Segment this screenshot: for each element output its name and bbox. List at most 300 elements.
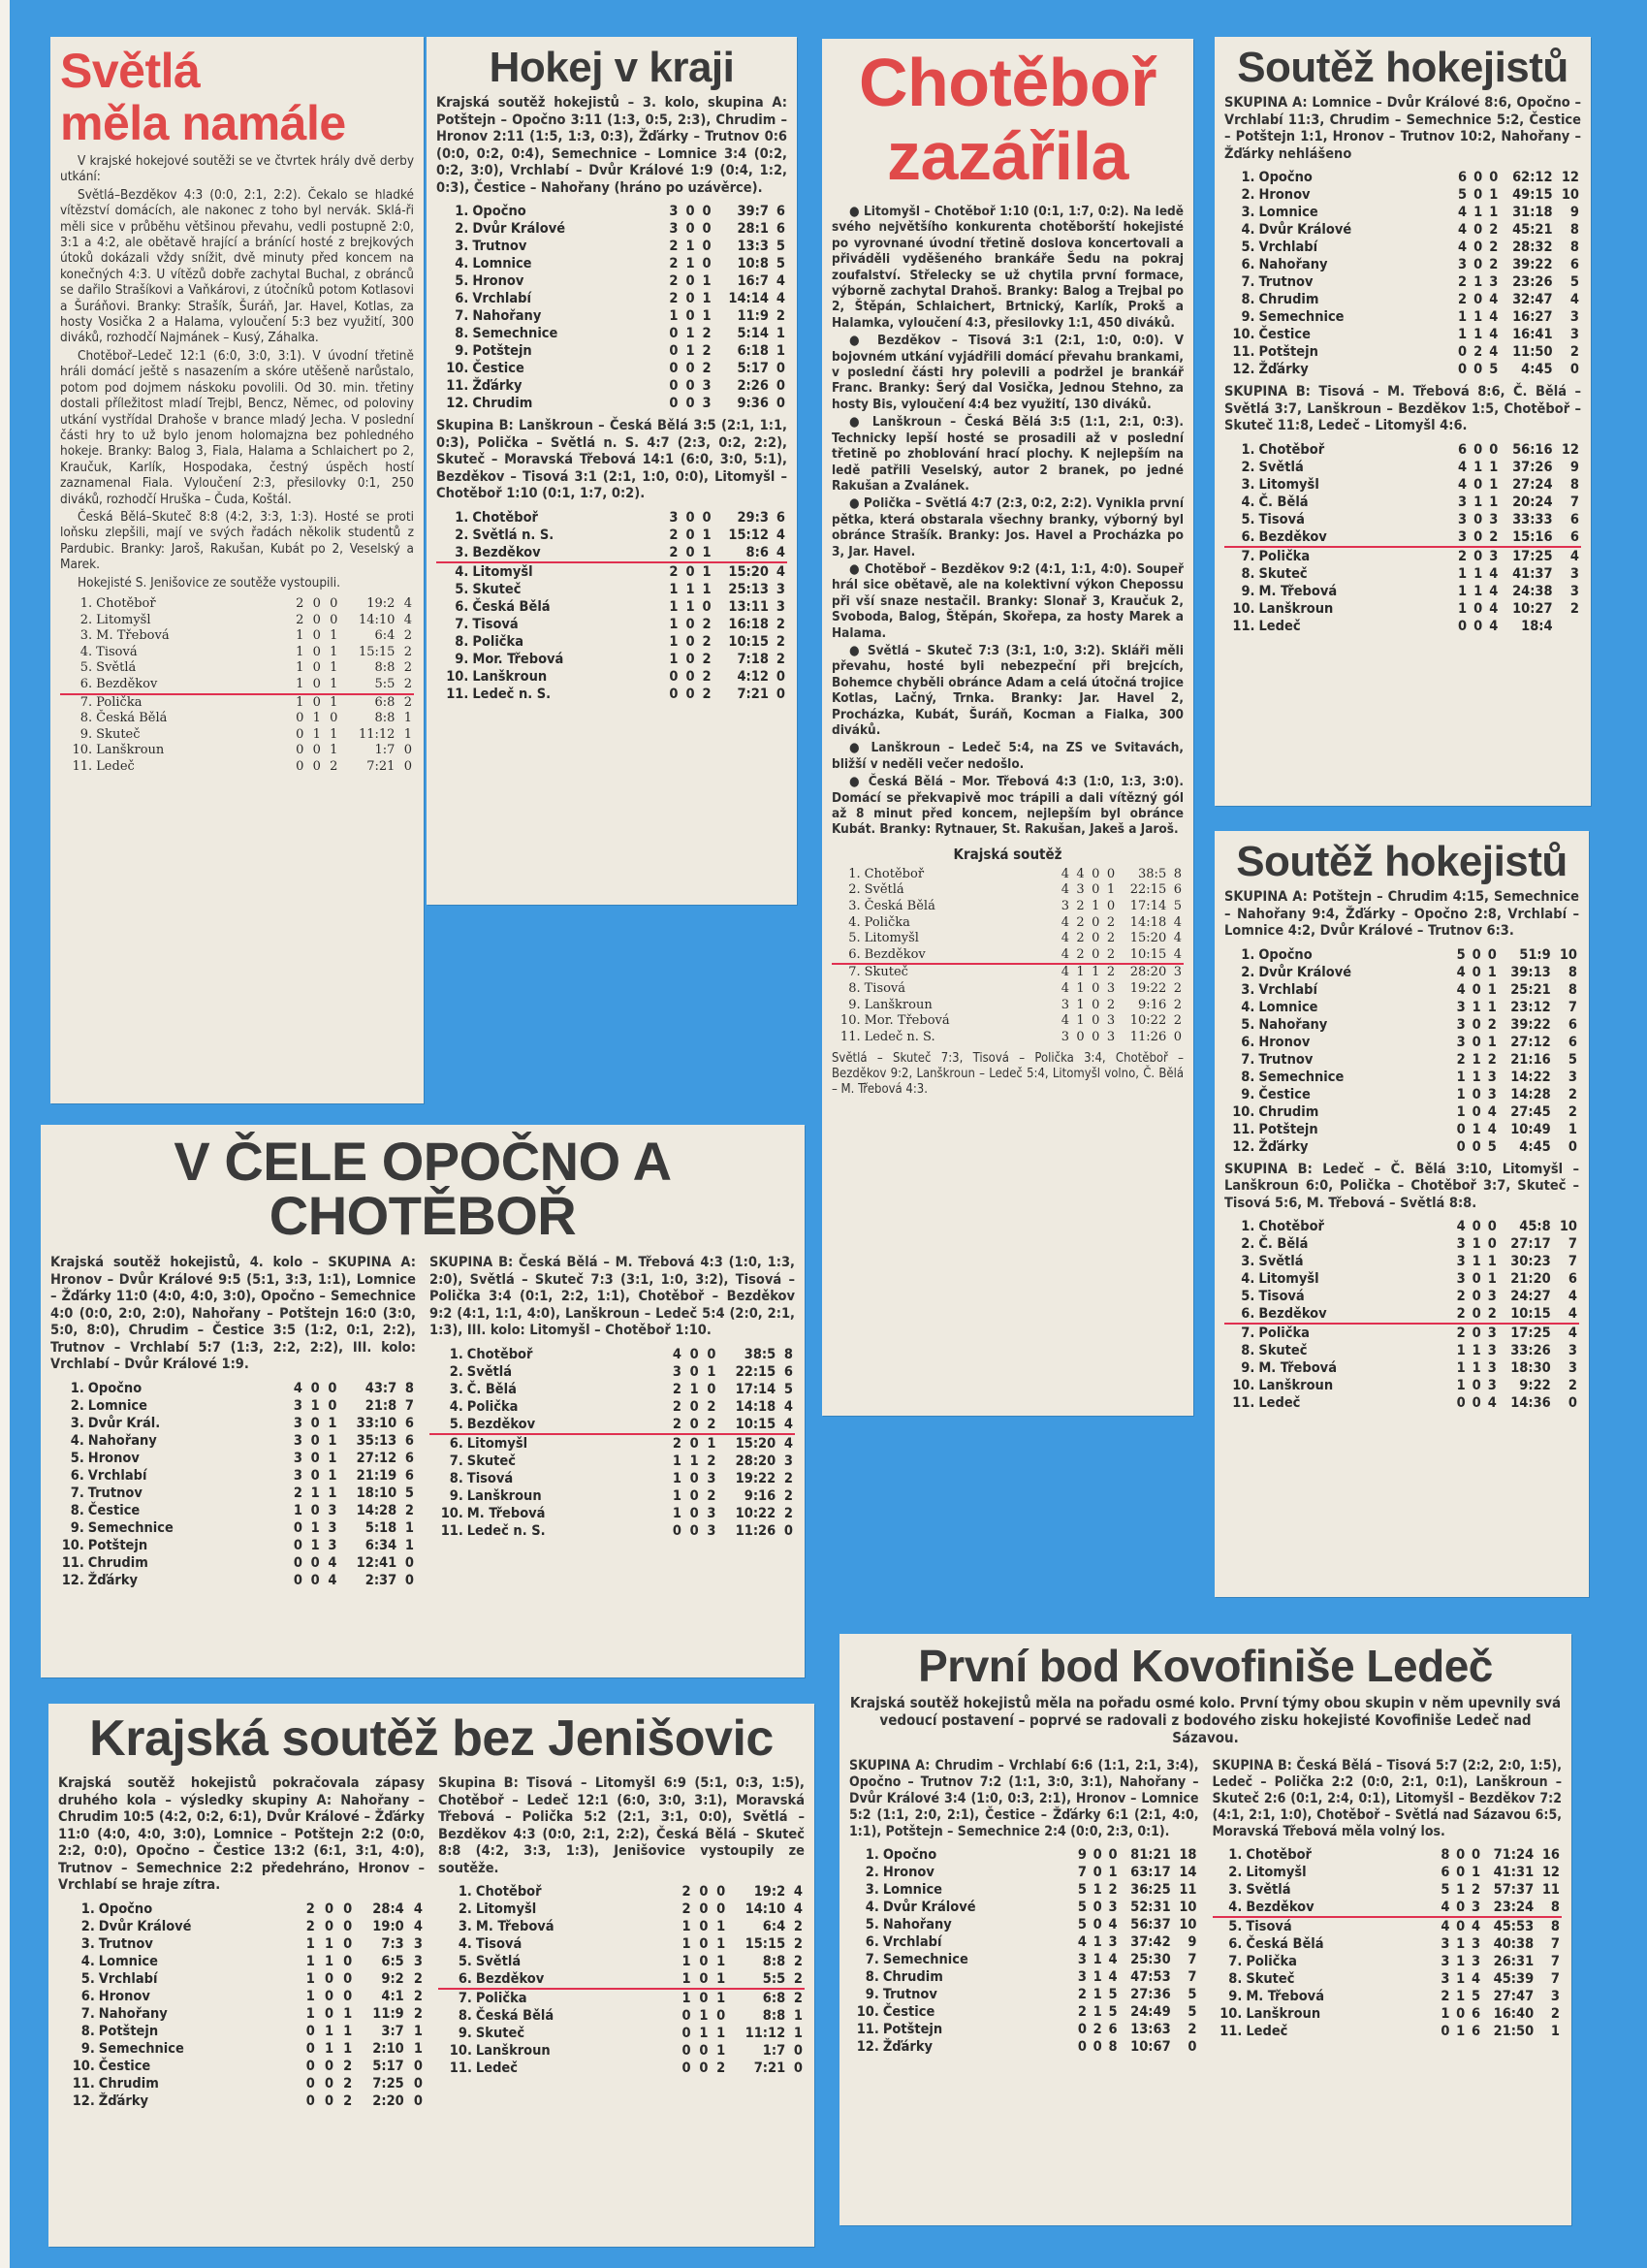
stat-cell: 0 bbox=[702, 239, 712, 254]
stat-cell: 0 bbox=[1456, 1121, 1466, 1137]
stat-cell: 2 bbox=[1569, 600, 1579, 617]
stat-cell: 0 bbox=[669, 668, 679, 685]
stat-cell: 0 bbox=[293, 1537, 302, 1553]
team-name-cell: Lanškroun bbox=[1258, 1378, 1334, 1393]
team-name-cell: Ledeč n. S. bbox=[466, 1522, 546, 1539]
stat-cell: 41:31 bbox=[1493, 1865, 1535, 1880]
stat-cell: 6 bbox=[1441, 1865, 1450, 1880]
stat-cell: 32:47 bbox=[1512, 292, 1553, 307]
stat-cell: 6:8 bbox=[374, 694, 396, 710]
stat-cell: 2 bbox=[681, 1901, 691, 1917]
table-row bbox=[1224, 618, 1581, 635]
stat-cell: 12. bbox=[1232, 1138, 1255, 1155]
stat-cell: 1 bbox=[404, 1519, 414, 1536]
stat-cell: 10 bbox=[1561, 187, 1579, 203]
stat-cell: 7:21 bbox=[753, 2060, 786, 2076]
stat-cell: 2 bbox=[672, 1398, 681, 1415]
team-name-cell: Hronov bbox=[882, 1865, 934, 1880]
stat-cell: 4 bbox=[672, 1346, 681, 1362]
stat-cell: 2 bbox=[707, 1398, 716, 1415]
stat-cell: 63:17 bbox=[1130, 1865, 1171, 1880]
stat-cell: 4. bbox=[458, 1936, 472, 1952]
table-row bbox=[436, 360, 787, 377]
team-name-cell: Žďárky bbox=[472, 378, 523, 394]
table-row bbox=[1224, 547, 1581, 565]
stat-cell: 5 bbox=[1489, 362, 1499, 377]
stat-cell: 3 bbox=[1106, 1029, 1116, 1044]
stat-cell: 1 bbox=[1487, 1034, 1497, 1050]
stat-cell: 4:45 bbox=[1521, 362, 1553, 377]
stat-cell: 0 bbox=[310, 1572, 320, 1588]
stat-cell: 23:26 bbox=[1512, 274, 1553, 290]
stat-cell: 6 bbox=[1568, 1271, 1577, 1287]
stat-cell: 6 bbox=[404, 1432, 414, 1449]
stat-cell: 2 bbox=[1568, 1378, 1577, 1393]
stat-cell: 0 bbox=[793, 2043, 803, 2059]
team-name-cell: Lomnice bbox=[1258, 999, 1318, 1015]
team-name-cell: Česká Bělá bbox=[864, 899, 935, 914]
team-name-cell: Světlá bbox=[1246, 1882, 1291, 1898]
stat-cell: 1 bbox=[689, 1381, 699, 1397]
stat-cell: 4 bbox=[776, 563, 785, 580]
team-name-cell: Lanškroun bbox=[472, 668, 548, 685]
stat-cell: 2 bbox=[1568, 1103, 1577, 1120]
stat-cell: 1 bbox=[776, 343, 785, 359]
stat-cell: 1 bbox=[1472, 1069, 1481, 1085]
stat-cell: 2 bbox=[305, 1918, 315, 1934]
stat-cell: 2 bbox=[1173, 997, 1182, 1012]
stat-cell: 3 bbox=[1061, 1029, 1069, 1044]
stat-cell: 10. bbox=[1232, 600, 1255, 617]
stat-cell: 1 bbox=[1456, 1954, 1466, 1969]
stat-cell: 1 bbox=[1457, 309, 1468, 325]
table-row bbox=[438, 2025, 805, 2042]
team-name-cell: Hronov bbox=[1258, 1034, 1311, 1050]
table-row bbox=[1224, 1069, 1579, 1086]
stat-cell: 4 bbox=[1173, 946, 1182, 962]
stat-cell: 2 bbox=[1106, 946, 1116, 962]
headline: Krajská soutěž bez Jenišovic bbox=[89, 1710, 774, 1767]
team-name-cell: Tisová bbox=[472, 616, 519, 632]
stat-cell: 0 bbox=[669, 378, 679, 394]
stat-cell: 3 bbox=[1489, 274, 1499, 290]
stat-cell: 3 bbox=[1457, 494, 1468, 510]
team-name-cell: Bezděkov bbox=[475, 1971, 545, 1987]
stat-cell: 1 bbox=[669, 633, 679, 650]
team-name-cell: Potštejn bbox=[1258, 344, 1318, 360]
stat-cell: 5. bbox=[1241, 511, 1255, 527]
stat-cell: 0 bbox=[1472, 946, 1481, 963]
table-row bbox=[849, 1968, 1199, 1986]
team-name-cell: Žďárky bbox=[1258, 362, 1309, 377]
team-name-cell: M. Třebová bbox=[475, 1919, 554, 1934]
stat-cell: 0 bbox=[1472, 1271, 1481, 1287]
stat-cell: 2 bbox=[669, 256, 679, 272]
stat-cell: 0 bbox=[310, 1554, 320, 1571]
stat-cell: 2:37 bbox=[364, 1572, 397, 1588]
stat-cell: 39:7 bbox=[737, 204, 769, 219]
team-name-cell: Chrudim bbox=[1258, 1103, 1319, 1120]
stat-cell: 0 bbox=[324, 2005, 334, 2022]
stat-cell: 17:14 bbox=[735, 1381, 776, 1397]
stat-cell: 8:8 bbox=[762, 2008, 786, 2024]
stat-cell: 4. bbox=[1241, 222, 1255, 238]
stat-cell: 7 bbox=[1188, 1969, 1197, 1985]
stat-cell: 2 bbox=[343, 2092, 353, 2109]
stat-cell: 16:40 bbox=[1493, 2006, 1535, 2022]
team-name-cell: Lanškroun bbox=[475, 2043, 551, 2059]
stat-cell: 1. bbox=[455, 509, 469, 526]
stat-cell: 4 bbox=[293, 1380, 302, 1396]
table-row bbox=[1224, 1034, 1579, 1051]
stat-cell: 1 bbox=[305, 1953, 315, 1969]
stat-cell: 9 bbox=[1569, 459, 1579, 475]
stat-cell: 2 bbox=[672, 1416, 681, 1432]
table-row bbox=[832, 981, 1184, 998]
stat-cell: 15:12 bbox=[728, 527, 769, 543]
paragraph: ● Česká Bělá – Mor. Třebová 4:3 (1:0, 1:3, 3:0). Domácí se překvapivě moc trápili a dali vítězný gól až 8 minut před koncem, nejlepším byl obránce Kubát. Branky: Rytnauer, St. Rakušan, Jakeš a Jaroš. bbox=[832, 774, 1184, 838]
team-name-cell: Polička bbox=[1258, 548, 1311, 564]
stat-cell: 0 bbox=[685, 221, 695, 237]
results-group-b: SKUPINA B: Česká Bělá – M. Třebová 4:3 (1:0, 1:3, 2:0), Světlá – Skuteč 7:3 (3:1, 1:0, 3:2), Tisová – Polička 3:4 (0:1, 2:2, 1:1), Chotěboř – Bezděkov 9:2 (4:1, 1:1, 4:0), Lanškroun – Ledeč 5:4 (2:0, 2:1, 1:3), III. kolo: Litomyšl – Chotěboř 1:10. bbox=[429, 1255, 795, 1338]
stat-cell: 1 bbox=[328, 1432, 337, 1449]
stat-cell: 6. bbox=[80, 1988, 95, 2004]
stat-cell: 0 bbox=[312, 612, 321, 627]
stat-cell: 1 bbox=[1093, 1882, 1102, 1898]
stat-cell: 17:25 bbox=[1510, 1326, 1551, 1341]
stat-cell: 3 bbox=[1569, 309, 1579, 325]
table-row bbox=[1224, 511, 1581, 528]
stat-cell: 11:26 bbox=[735, 1522, 776, 1539]
stat-cell: 23:24 bbox=[1493, 1900, 1535, 1915]
table-row bbox=[832, 1013, 1184, 1030]
team-name-cell: Skuteč bbox=[1246, 1971, 1295, 1987]
table-row bbox=[436, 255, 787, 272]
stat-cell: 2 bbox=[1188, 2022, 1197, 2037]
paragraph: Česká Bělá–Skuteč 8:8 (4:2, 3:3, 1:3). Hosté se proti loňsku zlepšili, mají ve svých řadách několik studentů z Pardubic. Branky: Jaroš, Rakušan, Kubát po 2, Veselský a Marek. bbox=[60, 508, 414, 573]
team-name-cell: Dvůr Králové bbox=[882, 1900, 976, 1915]
team-name-cell: Lomnice bbox=[472, 256, 532, 272]
stat-cell: 62:12 bbox=[1512, 170, 1553, 185]
stat-cell: 2 bbox=[1093, 2022, 1102, 2037]
stat-cell: 0 bbox=[403, 758, 412, 774]
stat-cell: 0 bbox=[685, 204, 695, 219]
stat-cell: 1 bbox=[685, 256, 695, 272]
table-row bbox=[1224, 221, 1581, 239]
stat-cell: 17:14 bbox=[1129, 899, 1167, 914]
team-name-cell: Nahořany bbox=[882, 1917, 952, 1933]
stat-cell: 1 bbox=[1456, 1343, 1466, 1358]
stat-cell: 4 bbox=[1489, 600, 1499, 617]
stat-cell: 19:0 bbox=[372, 1918, 404, 1934]
stat-cell: 4 bbox=[1489, 344, 1499, 360]
stat-cell: 2 bbox=[403, 694, 412, 710]
stat-cell: 11:12 bbox=[744, 2026, 786, 2041]
stat-cell: 6. bbox=[455, 291, 469, 306]
team-name-cell: Skuteč bbox=[1258, 565, 1308, 582]
stat-cell: 0 bbox=[312, 676, 321, 691]
team-name-cell: Potštejn bbox=[1258, 1121, 1318, 1137]
table-row bbox=[1213, 1988, 1563, 2005]
team-name-cell: Vrchlabí bbox=[882, 1934, 942, 1950]
table-row bbox=[60, 596, 414, 613]
team-name-cell: Potštejn bbox=[472, 343, 532, 359]
stat-cell: 5 bbox=[1456, 946, 1466, 963]
team-name-cell: Chotěboř bbox=[1246, 1847, 1312, 1863]
stat-cell: 1 bbox=[1457, 327, 1468, 342]
table-row bbox=[60, 759, 414, 776]
table-row bbox=[1224, 476, 1581, 494]
stat-cell: 4 bbox=[1061, 946, 1069, 962]
paragraph: ● Polička – Světlá 4:7 (2:3, 0:2, 2:2). Vynikla první pětka, která obstarala všechny branky, výborný byl obránce Strašík. Branky: Jos. Havel a Procházka po 3, Jar. Havel. bbox=[832, 495, 1184, 559]
stat-cell: 7:18 bbox=[737, 651, 769, 667]
table-row bbox=[849, 1916, 1199, 1933]
team-name-cell: Opočno bbox=[882, 1847, 937, 1863]
table-row bbox=[58, 2005, 425, 2023]
stat-cell: 1. bbox=[1228, 1847, 1243, 1863]
stat-cell: 0 bbox=[1092, 914, 1100, 930]
stat-cell: 0 bbox=[1472, 1138, 1481, 1155]
stat-cell: 10:8 bbox=[737, 256, 769, 272]
table-row bbox=[436, 686, 787, 703]
stat-cell: 8 bbox=[1550, 1919, 1560, 1934]
standings-table-group-b bbox=[438, 1883, 805, 2077]
stat-cell: 6. bbox=[79, 676, 93, 691]
stat-cell: 0 bbox=[681, 2026, 691, 2041]
stat-cell: 5:5 bbox=[762, 1971, 786, 1987]
stat-cell: 0 bbox=[324, 2092, 334, 2109]
team-name-cell: Česká Bělá bbox=[96, 711, 168, 726]
stat-cell: 2 bbox=[702, 361, 712, 376]
stat-cell: 0 bbox=[685, 668, 695, 685]
stat-cell: 0 bbox=[669, 396, 679, 411]
stat-cell: 0 bbox=[1108, 1847, 1118, 1863]
stat-cell: 3:7 bbox=[381, 2023, 404, 2039]
stat-cell: 3. bbox=[79, 628, 93, 644]
stat-cell: 1 bbox=[685, 239, 695, 254]
stat-cell: 2 bbox=[1173, 1013, 1182, 1029]
table-row bbox=[60, 727, 414, 744]
stat-cell: 0 bbox=[312, 758, 321, 774]
stat-cell: 7 bbox=[1568, 1254, 1577, 1269]
stat-cell: 6. bbox=[458, 1971, 472, 1987]
stat-cell: 10. bbox=[446, 361, 469, 376]
stat-cell: 0 bbox=[1092, 931, 1100, 946]
stat-cell: 4. bbox=[1241, 494, 1255, 510]
stat-cell: 15:16 bbox=[1512, 528, 1553, 545]
stat-cell: 11. bbox=[61, 1554, 84, 1571]
table-row bbox=[1213, 1970, 1563, 1988]
stat-cell: 0 bbox=[669, 343, 679, 359]
table-row bbox=[58, 1901, 425, 1918]
standings-table-group-a bbox=[50, 1380, 416, 1589]
table-row bbox=[429, 1487, 795, 1505]
team-name-cell: Č. Bělá bbox=[466, 1381, 517, 1397]
stat-cell: 10:15 bbox=[1510, 1306, 1551, 1322]
stat-cell: 8. bbox=[80, 2023, 95, 2039]
stat-cell: 0 bbox=[681, 2043, 691, 2059]
team-name-cell: Chotěboř bbox=[864, 866, 925, 881]
table-row bbox=[50, 1397, 416, 1415]
stat-cell: 45:39 bbox=[1493, 1971, 1535, 1987]
stat-cell: 2 bbox=[793, 1971, 803, 1987]
stat-cell: 6:34 bbox=[364, 1537, 397, 1553]
team-name-cell: Lomnice bbox=[882, 1882, 943, 1898]
stat-cell: 0 bbox=[1456, 1919, 1466, 1934]
stat-cell: 30:23 bbox=[1510, 1254, 1551, 1269]
table-row bbox=[1213, 1881, 1563, 1899]
stat-cell: 4 bbox=[1471, 1971, 1481, 1987]
stat-cell: 43:7 bbox=[364, 1380, 397, 1396]
table-row bbox=[438, 1935, 805, 1953]
stat-cell: 4 bbox=[1487, 1121, 1497, 1137]
stat-cell: 4 bbox=[1471, 1919, 1481, 1934]
team-name-cell: Potštejn bbox=[87, 1537, 148, 1553]
stat-cell: 6 bbox=[1173, 882, 1182, 898]
stat-cell: 1 bbox=[776, 326, 785, 341]
stat-cell: 10. bbox=[1219, 2006, 1243, 2022]
stat-cell: 3. bbox=[1241, 205, 1255, 220]
table-row bbox=[60, 677, 414, 694]
stat-cell: 5. bbox=[455, 581, 469, 597]
stat-cell: 7. bbox=[455, 308, 469, 324]
headline-line-1: Chotěboř bbox=[858, 45, 1157, 120]
stat-cell: 0 bbox=[1456, 1395, 1466, 1411]
stat-cell: 16:7 bbox=[737, 273, 769, 289]
table-row bbox=[832, 882, 1184, 899]
table-row bbox=[58, 1918, 425, 1935]
stat-cell: 0 bbox=[293, 1572, 302, 1588]
stat-cell: 9. bbox=[865, 1987, 879, 2002]
stat-cell: 0 bbox=[296, 711, 304, 726]
table-row bbox=[436, 395, 787, 412]
stat-cell: 7 bbox=[1568, 1236, 1577, 1252]
stat-cell: 5 bbox=[404, 1485, 414, 1501]
stat-cell: 47:53 bbox=[1130, 1969, 1171, 1985]
stat-cell: 9. bbox=[1228, 1989, 1243, 2004]
stat-cell: 8. bbox=[1228, 1971, 1243, 1987]
page-left-margin bbox=[0, 0, 10, 2268]
stat-cell: 27:12 bbox=[356, 1450, 397, 1466]
stat-cell: 52:31 bbox=[1130, 1900, 1171, 1915]
stat-cell: 3 bbox=[293, 1450, 302, 1466]
stat-cell: 11. bbox=[72, 758, 93, 774]
stat-cell: 1 bbox=[1487, 1271, 1497, 1287]
stat-cell: 0 bbox=[685, 651, 695, 667]
team-name-cell: Litomyšl bbox=[472, 563, 533, 580]
stat-cell: 1 bbox=[330, 628, 338, 644]
stat-cell: 3 bbox=[1456, 1016, 1466, 1033]
table-row bbox=[436, 651, 787, 668]
stat-cell: 6:5 bbox=[381, 1953, 404, 1969]
stat-cell: 8:8 bbox=[762, 1954, 786, 1969]
team-name-cell: Tisová bbox=[1246, 1919, 1292, 1934]
stat-cell: 2. bbox=[848, 882, 861, 898]
team-name-cell: Žďárky bbox=[882, 2039, 934, 2055]
results-group-b: SKUPINA B: Tisová – M. Třebová 8:6, Č. Bělá – Světlá 3:7, Lanškroun – Bezděkov 1:5, Chotěboř – Skuteč 11:8, Ledeč – Litomyšl 4:6. bbox=[1224, 384, 1581, 433]
stat-cell: 0 bbox=[699, 2043, 709, 2059]
stat-cell: 0 bbox=[1473, 292, 1483, 307]
stat-cell: 5:5 bbox=[374, 676, 396, 691]
stat-cell: 0 bbox=[776, 668, 785, 685]
stat-cell: 13:3 bbox=[737, 239, 769, 254]
table-row bbox=[1224, 441, 1581, 459]
stat-cell: 9:2 bbox=[381, 1970, 404, 1987]
table-row bbox=[1224, 1016, 1579, 1034]
stat-cell: 9. bbox=[458, 2026, 472, 2041]
stat-cell: 5 bbox=[1077, 1917, 1087, 1933]
stat-cell: 1 bbox=[312, 726, 321, 742]
stat-cell: 0 bbox=[702, 204, 712, 219]
clipping-hokej-v-kraji bbox=[427, 37, 797, 905]
stat-cell: 1 bbox=[707, 1435, 716, 1452]
stat-cell: 1 bbox=[403, 726, 412, 742]
table-row bbox=[1224, 1218, 1579, 1235]
table-row bbox=[50, 1572, 416, 1589]
stat-cell: 12. bbox=[446, 396, 469, 411]
table-row bbox=[832, 964, 1184, 981]
stat-cell: 2 bbox=[1106, 931, 1116, 946]
team-name-cell: M. Třebová bbox=[1258, 1360, 1337, 1376]
stat-cell: 0 bbox=[404, 1554, 414, 1571]
stat-cell: 1 bbox=[328, 1467, 337, 1484]
team-name-cell: Lanškroun bbox=[1258, 600, 1334, 617]
stat-cell: 2 bbox=[296, 612, 304, 627]
table-row bbox=[1224, 1270, 1579, 1288]
headline: První bod Kovofiniše Ledeč bbox=[918, 1641, 1493, 1691]
stat-cell: 1 bbox=[324, 2040, 334, 2057]
stat-cell: 12 bbox=[1561, 170, 1579, 185]
stat-cell: 5. bbox=[458, 1954, 472, 1969]
stat-cell: 5 bbox=[1568, 1051, 1577, 1068]
stat-cell: 2 bbox=[669, 239, 679, 254]
stat-cell: 4 bbox=[1489, 327, 1499, 342]
stat-cell: 6 bbox=[1569, 257, 1579, 272]
team-name-cell: Litomyšl bbox=[1258, 476, 1319, 493]
team-name-cell: Litomyšl bbox=[1246, 1865, 1307, 1880]
stat-cell: 3 bbox=[669, 221, 679, 237]
stat-cell: 2 bbox=[793, 1991, 803, 2006]
team-name-cell: Chrudim bbox=[98, 2075, 159, 2092]
stat-cell: 4 bbox=[1457, 222, 1468, 238]
stat-cell: 3 bbox=[1173, 965, 1182, 980]
stat-cell: 1 bbox=[1456, 1103, 1466, 1120]
stat-cell: 1 bbox=[1489, 187, 1499, 203]
stat-cell: 1 bbox=[1489, 494, 1499, 510]
stat-cell: 0 bbox=[1473, 222, 1483, 238]
stat-cell: 1 bbox=[343, 2040, 353, 2057]
stat-cell: 9. bbox=[80, 2040, 95, 2057]
stat-cell: 1 bbox=[1456, 1971, 1466, 1987]
stat-cell: 1 bbox=[1487, 964, 1497, 980]
stat-cell: 2 bbox=[669, 527, 679, 543]
stat-cell: 37:26 bbox=[1512, 459, 1553, 475]
table-row bbox=[832, 998, 1184, 1014]
table-row bbox=[1224, 186, 1581, 204]
table-row bbox=[58, 1970, 425, 1988]
stat-cell: 1 bbox=[707, 1363, 716, 1380]
clipping-svetla-mela-namale bbox=[50, 37, 424, 1103]
stat-cell: 0 bbox=[1473, 257, 1483, 272]
stat-cell: 1. bbox=[455, 204, 469, 219]
stat-cell: 1 bbox=[324, 1935, 334, 1952]
stat-cell: 3 bbox=[702, 378, 712, 394]
stat-cell: 1. bbox=[1241, 170, 1255, 185]
table-row bbox=[1224, 1103, 1579, 1121]
stat-cell: 5 bbox=[1441, 1882, 1450, 1898]
stat-cell: 9 bbox=[1569, 205, 1579, 220]
stat-cell: 0 bbox=[296, 743, 304, 758]
